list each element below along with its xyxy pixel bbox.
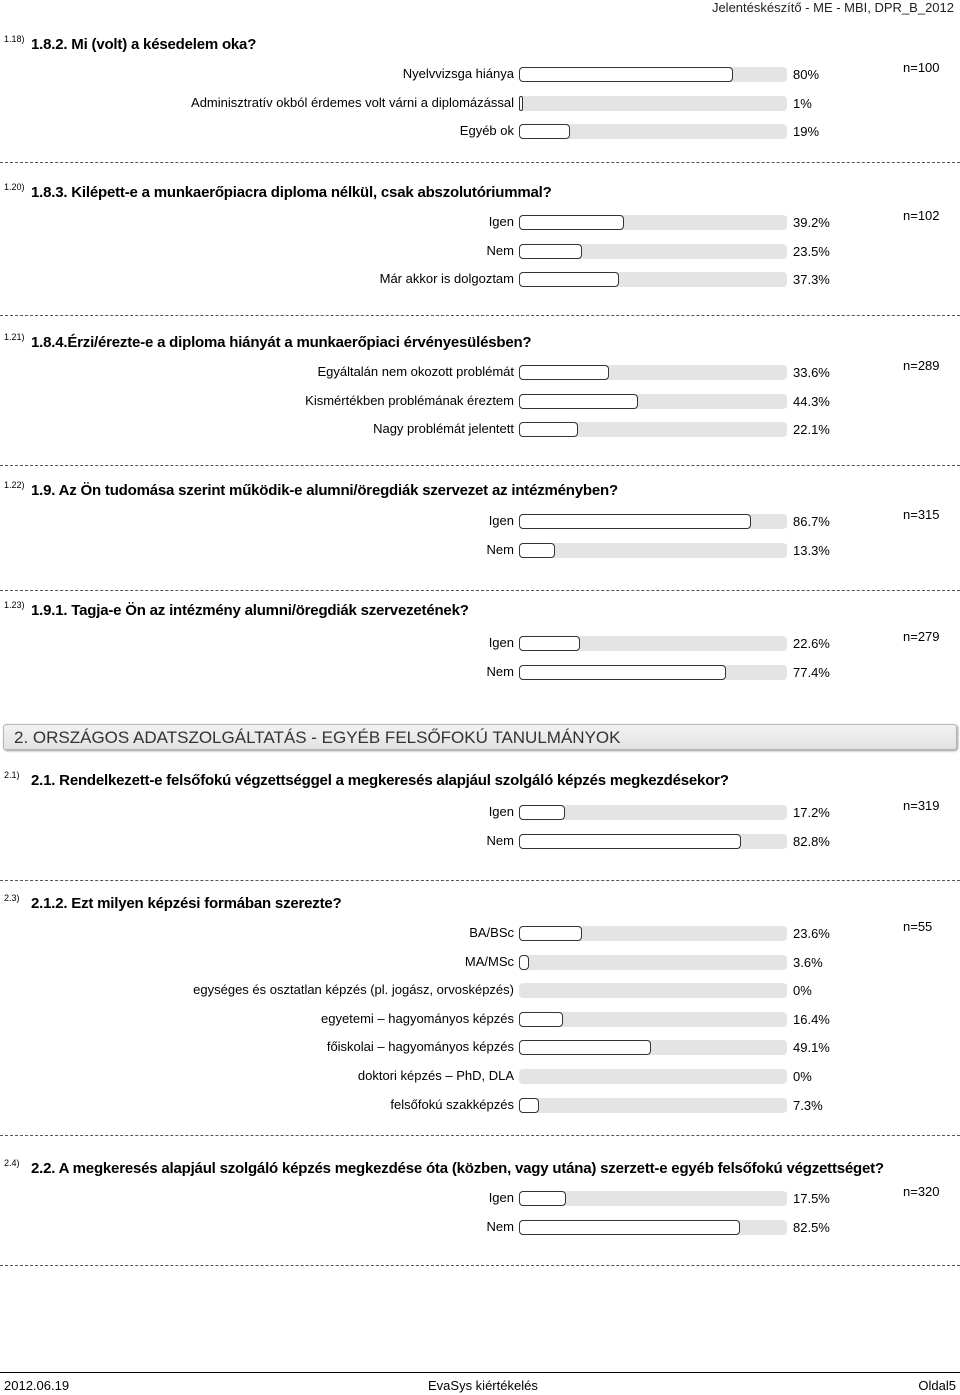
answer-label: Nem xyxy=(486,242,514,258)
sample-size: n=315 xyxy=(903,507,940,522)
bar-fill xyxy=(519,215,624,230)
section-divider xyxy=(0,880,960,881)
question-block xyxy=(0,182,960,288)
answer-percentage: 16.4% xyxy=(793,1011,830,1027)
answer-percentage: 23.6% xyxy=(793,926,830,941)
answer-row xyxy=(0,269,960,289)
sample-size: n=55 xyxy=(903,919,933,934)
answer-row xyxy=(0,1009,960,1029)
bar-fill xyxy=(519,543,555,558)
bar-fill xyxy=(519,1098,539,1113)
section-divider xyxy=(0,1265,960,1266)
answer-percentage: 17.2% xyxy=(793,805,830,820)
footer-date: 2012.06.19 xyxy=(4,1378,70,1393)
question-number: 2.3) xyxy=(4,893,20,903)
section-divider xyxy=(0,315,960,316)
answer-percentage: 80% xyxy=(793,67,820,82)
bar-fill xyxy=(519,365,609,380)
sample-size: n=289 xyxy=(903,358,940,373)
bar-track xyxy=(519,394,787,409)
section-divider xyxy=(0,162,960,163)
bar-track xyxy=(519,834,787,849)
answer-label: Nem xyxy=(486,541,514,557)
answer-percentage: 17.5% xyxy=(793,1191,830,1206)
question-block xyxy=(0,1158,960,1235)
answer-label: Igen xyxy=(488,1190,514,1205)
answer-percentage: 49.1% xyxy=(793,1040,830,1056)
section-divider xyxy=(0,590,960,591)
answer-row xyxy=(0,1037,960,1057)
bar-track xyxy=(519,215,787,230)
question-title: 1.8.2. Mi (volt) a késedelem oka? xyxy=(31,36,257,53)
answer-label: Igen xyxy=(488,804,514,819)
bar-fill xyxy=(519,67,733,82)
answer-percentage: 0% xyxy=(793,1069,812,1084)
answer-percentage: 77.4% xyxy=(793,664,830,680)
question-block xyxy=(0,480,960,558)
bar-track xyxy=(519,124,787,139)
bar-fill xyxy=(519,1191,566,1206)
bar-fill xyxy=(519,422,578,437)
section-divider xyxy=(0,465,960,466)
bar-fill xyxy=(519,244,582,259)
bar-track xyxy=(519,1191,787,1206)
answer-percentage: 23.5% xyxy=(793,243,830,259)
question-number: 1.18) xyxy=(4,34,25,44)
bar-fill xyxy=(519,1220,740,1235)
answer-row xyxy=(0,540,960,560)
answer-row xyxy=(0,952,960,972)
bar-track xyxy=(519,422,787,437)
bar-track xyxy=(519,365,787,380)
question-title: 1.8.4.Érzi/érezte-e a diploma hiányát a munkaerőpiaci érvényesülésben? xyxy=(31,334,532,351)
sample-size: n=100 xyxy=(903,60,940,75)
answer-row xyxy=(0,633,960,653)
answer-row xyxy=(0,121,960,141)
section-banner-title: 2. ORSZÁGOS ADATSZOLGÁLTATÁS - EGYÉB FELSŐFOKÚ TANULMÁNYOK xyxy=(14,728,621,747)
section-banner xyxy=(3,724,957,750)
bar-fill xyxy=(519,124,570,139)
footer-divider xyxy=(0,1372,960,1373)
bar-fill xyxy=(519,1040,651,1055)
bar-track xyxy=(519,1040,787,1055)
answer-label: egyetemi – hagyományos képzés xyxy=(321,1010,514,1026)
bar-track xyxy=(519,96,787,111)
answer-row xyxy=(0,802,960,822)
answer-row xyxy=(0,1188,960,1208)
footer-center-label: EvaSys kiértékelés xyxy=(428,1378,538,1393)
report-header: Jelentéskészítő - ME - MBI, DPR_B_2012 xyxy=(711,0,954,15)
sample-size: n=279 xyxy=(903,629,940,644)
answer-label: MA/MSc xyxy=(464,953,514,969)
answer-label: Nyelvvizsga hiánya xyxy=(402,66,514,81)
answer-percentage: 1% xyxy=(793,95,812,111)
bar-track xyxy=(519,983,787,998)
bar-track xyxy=(519,636,787,651)
answer-label: doktori képzés – PhD, DLA xyxy=(357,1068,514,1083)
question-number: 2.1) xyxy=(4,770,20,780)
bar-track xyxy=(519,1220,787,1235)
answer-percentage: 3.6% xyxy=(793,954,823,970)
question-title: 2.1.2. Ezt milyen képzési formában szerezte? xyxy=(31,895,342,912)
bar-fill xyxy=(519,1012,563,1027)
answer-row xyxy=(0,511,960,531)
bar-fill xyxy=(519,665,726,680)
page-footer xyxy=(0,1378,960,1395)
answer-percentage: 7.3% xyxy=(793,1097,823,1113)
bar-track xyxy=(519,67,787,82)
answer-row xyxy=(0,419,960,439)
answer-row xyxy=(0,362,960,382)
question-number: 1.21) xyxy=(4,332,25,342)
bar-track xyxy=(519,543,787,558)
bar-fill xyxy=(519,96,523,111)
bar-track xyxy=(519,244,787,259)
answer-row xyxy=(0,241,960,261)
question-number: 2.4) xyxy=(4,1158,20,1168)
answer-row xyxy=(0,923,960,943)
bar-fill xyxy=(519,805,565,820)
question-number: 1.20) xyxy=(4,182,25,192)
answer-percentage: 86.7% xyxy=(793,514,830,529)
answer-label: BA/BSc xyxy=(469,925,514,940)
bar-track xyxy=(519,1012,787,1027)
answer-percentage: 19% xyxy=(793,124,820,140)
bar-fill xyxy=(519,636,580,651)
answer-label: Igen xyxy=(488,635,514,650)
answer-percentage: 44.3% xyxy=(793,393,830,409)
answer-label: főiskolai – hagyományos képzés xyxy=(326,1039,514,1055)
answer-row xyxy=(0,64,960,84)
answer-label: felsőfokú szakképzés xyxy=(390,1096,514,1112)
answer-label: Igen xyxy=(488,513,514,528)
bar-track xyxy=(519,955,787,970)
bar-fill xyxy=(519,926,582,941)
question-title: 1.8.3. Kilépett-e a munkaerőpiacra diploma nélkül, csak abszolutóriummal? xyxy=(31,184,552,201)
question-block xyxy=(0,34,960,140)
question-block xyxy=(0,332,960,438)
bar-track xyxy=(519,665,787,680)
answer-row xyxy=(0,212,960,232)
answer-label: Adminisztratív okból érdemes volt várni a diplomázással xyxy=(191,94,514,110)
section-divider xyxy=(0,1135,960,1136)
answer-label: Nagy problémát jelentett xyxy=(373,421,514,437)
answer-label: Kismértékben problémának éreztem xyxy=(305,392,514,408)
sample-size: n=319 xyxy=(903,798,940,813)
answer-row xyxy=(0,1095,960,1115)
answer-row xyxy=(0,980,960,1000)
answer-percentage: 37.3% xyxy=(793,272,830,288)
answer-label: Nem xyxy=(486,663,514,679)
answer-row xyxy=(0,1066,960,1086)
answer-row xyxy=(0,1217,960,1237)
answer-label: Nem xyxy=(486,832,514,848)
bar-fill xyxy=(519,272,619,287)
question-block xyxy=(0,770,960,849)
answer-percentage: 13.3% xyxy=(793,542,830,558)
bar-track xyxy=(519,514,787,529)
answer-percentage: 0% xyxy=(793,983,812,999)
bar-track xyxy=(519,926,787,941)
answer-label: Nem xyxy=(486,1218,514,1234)
answer-percentage: 33.6% xyxy=(793,365,830,380)
question-title: 2.2. A megkeresés alapjául szolgáló képzés megkezdése óta (közben, vagy utána) szerzett-e egyéb felsőfokú végzettséget? xyxy=(31,1160,884,1177)
question-title: 2.1. Rendelkezett-e felsőfokú végzettséggel a megkeresés alapjául szolgáló képzés megkezdésekor? xyxy=(31,772,729,789)
bar-track xyxy=(519,805,787,820)
sample-size: n=102 xyxy=(903,208,940,223)
bar-fill xyxy=(519,514,751,529)
answer-row xyxy=(0,391,960,411)
answer-label: Már akkor is dolgoztam xyxy=(379,271,514,287)
answer-label: egységes és osztatlan képzés (pl. jogász, orvosképzés) xyxy=(193,982,514,998)
answer-percentage: 22.6% xyxy=(793,636,830,651)
bar-track xyxy=(519,1098,787,1113)
question-number: 1.23) xyxy=(4,600,25,610)
answer-label: Igen xyxy=(488,214,514,229)
question-block xyxy=(0,600,960,680)
answer-percentage: 39.2% xyxy=(793,215,830,230)
sample-size: n=320 xyxy=(903,1184,940,1199)
question-block xyxy=(0,893,960,1113)
footer-page-number: Oldal5 xyxy=(918,1378,956,1393)
bar-track xyxy=(519,1069,787,1084)
answer-label: Egyáltalán nem okozott problémát xyxy=(317,364,514,379)
question-title: 1.9.1. Tagja-e Ön az intézmény alumni/öregdiák szervezetének? xyxy=(31,602,469,619)
answer-percentage: 82.8% xyxy=(793,833,830,849)
question-number: 1.22) xyxy=(4,480,25,490)
bar-track xyxy=(519,272,787,287)
bar-fill xyxy=(519,394,638,409)
bar-fill xyxy=(519,955,529,970)
answer-row xyxy=(0,93,960,113)
answer-percentage: 82.5% xyxy=(793,1219,830,1235)
answer-percentage: 22.1% xyxy=(793,422,830,438)
question-title: 1.9. Az Ön tudomása szerint működik-e alumni/öregdiák szervezet az intézményben? xyxy=(31,482,618,499)
answer-label: Egyéb ok xyxy=(459,123,514,139)
answer-row xyxy=(0,831,960,851)
answer-row xyxy=(0,662,960,682)
bar-fill xyxy=(519,834,741,849)
